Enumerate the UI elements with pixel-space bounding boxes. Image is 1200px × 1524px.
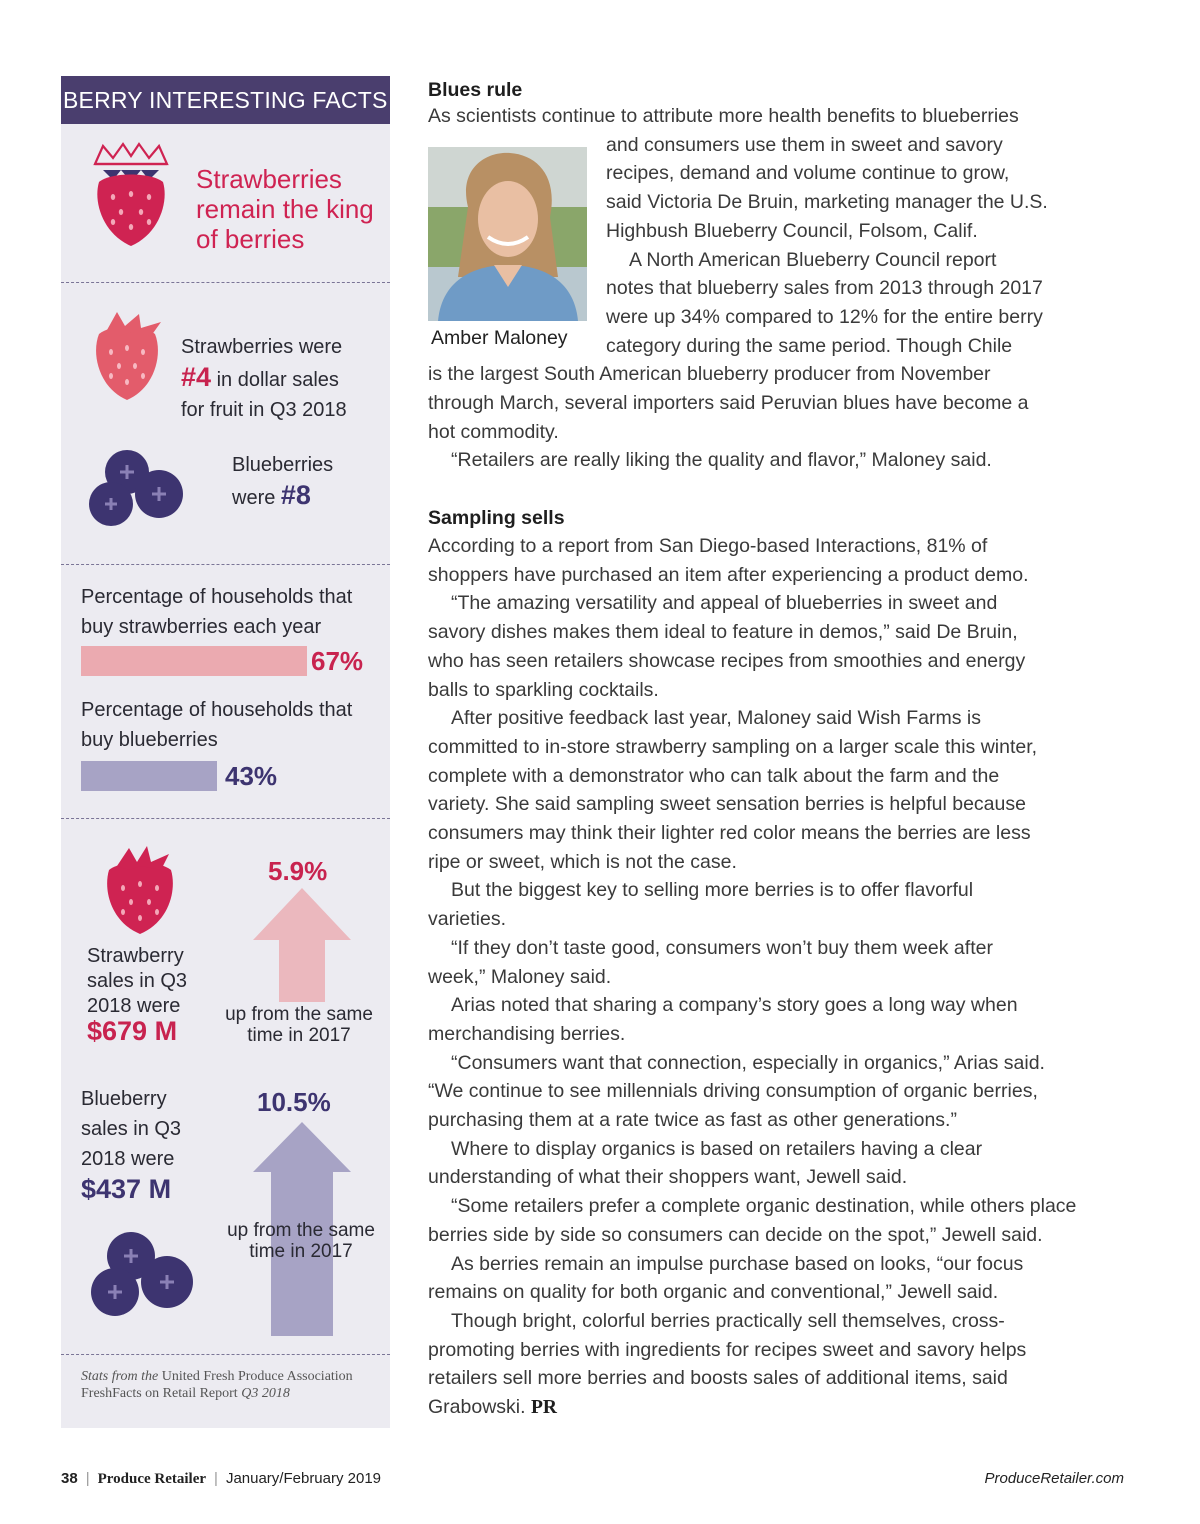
end-mark: PR <box>530 1397 557 1418</box>
paragraph-line: “We continue to see millennials driving consumption of organic berries, <box>428 1080 1038 1103</box>
issue-date: January/February 2019 <box>225 1470 382 1487</box>
blueberry-growth-pct: 10.5% <box>257 1087 331 1117</box>
heading-blues-rule: Blues rule <box>428 79 523 101</box>
paragraph-line: According to a report from San Diego-based Interactions, 81% of <box>428 535 988 557</box>
paragraph-line: who has seen retailers showcase recipes from smoothies and energy <box>428 649 1026 672</box>
strawberry-icon <box>89 310 169 402</box>
paragraph-line: Highbush Blueberry Council, Folsom, Calif. <box>606 219 978 242</box>
strawberry-icon <box>103 844 177 936</box>
source-note <box>81 1368 381 1402</box>
publication-name: Produce Retailer <box>97 1471 207 1487</box>
paragraph-line: savory dishes makes them ideal to feature in demos,” said De Bruin, <box>428 621 1018 644</box>
footer-separator: | <box>85 1470 90 1487</box>
portrait-image <box>428 147 587 321</box>
paragraph-line: “If they don’t taste good, consumers won’t buy them week after <box>451 936 993 959</box>
blueberry-households-label: Percentage of households that buy blueberries <box>81 699 353 751</box>
paragraph-line: shoppers have purchased an item after experiencing a product demo. <box>428 563 1029 586</box>
paragraph-line: merchandising berries. <box>428 1022 626 1045</box>
infographic-sidebar <box>61 76 390 1428</box>
blueberry-rank-text <box>232 450 382 513</box>
paragraph-line: recipes, demand and volume continue to grow, <box>606 162 1010 185</box>
strawberry-growth-caption: up from the same time in 2017 <box>225 1004 373 1046</box>
paragraph-line: and consumers use them in sweet and savory <box>606 133 1003 156</box>
footer-separator: | <box>214 1470 218 1487</box>
paragraph-line: “Some retailers prefer a complete organic destination, while others place <box>451 1195 1077 1218</box>
paragraph-line: As scientists continue to attribute more health benefits to blueberries <box>428 105 1019 127</box>
paragraph-line: Though bright, colorful berries practically sell themselves, cross- <box>451 1309 1005 1332</box>
blueberries-icon <box>89 448 189 530</box>
photo-caption: Amber Maloney <box>431 327 568 349</box>
paragraph-line: through March, several importers said Peruvian blues have become a <box>428 392 1029 414</box>
strawberry-households-bar <box>81 646 307 676</box>
strawberry-sales-amount: $679 M <box>87 1016 178 1046</box>
paragraph-line: As berries remain an impulse purchase based on looks, “our focus <box>451 1252 1024 1275</box>
source-note-italic: Stats from the <box>81 1369 159 1384</box>
page-number: 38 <box>61 1470 78 1487</box>
paragraph-line: ripe or sweet, which is not the case. <box>428 850 737 873</box>
strawberry-rank-text <box>181 332 386 425</box>
paragraph-line: category during the same period. Though Chile <box>606 334 1013 357</box>
strawberry-rank-line1: Strawberries were <box>181 336 343 358</box>
website-link[interactable]: ProduceRetailer.com <box>984 1470 1124 1487</box>
strawberry-rank-line3: for fruit in Q3 2018 <box>181 399 347 421</box>
portrait-photo <box>428 147 587 321</box>
blueberry-sales-label: Blueberry sales in Q3 2018 were <box>81 1088 182 1170</box>
blueberry-rank-number: #8 <box>280 480 311 510</box>
paragraph-line: notes that blueberry sales from 2013 through 2017 <box>606 277 1043 300</box>
paragraph-line: berries side by side so consumers can decide on the spot,” Jewell said. <box>428 1223 1043 1246</box>
paragraph-line: committed to in-store strawberry sampling on a larger scale this winter, <box>428 735 1038 758</box>
paragraph-line: said Victoria De Bruin, marketing manager the U.S. <box>606 191 1048 214</box>
heading-sampling-sells: Sampling sells <box>428 507 565 529</box>
paragraph-line: balls to sparkling cocktails. <box>428 678 659 701</box>
blueberry-sales-amount: $437 M <box>81 1174 172 1204</box>
paragraph-line: Grabowski. <box>428 1396 526 1418</box>
strawberry-rank-line2: in dollar sales <box>211 369 339 391</box>
paragraph-line: were up 34% compared to 12% for the entire berry <box>606 305 1043 328</box>
paragraph-line: remains on quality for both organic and conventional,” Jewell said. <box>428 1281 999 1304</box>
up-arrow-icon <box>253 888 351 1002</box>
paragraph-line: week,” Maloney said. <box>428 965 612 988</box>
blueberry-households-bar <box>81 761 217 791</box>
paragraph-line: variety. She said sampling sweet sensation berries is helpful because <box>428 793 1026 816</box>
paragraph-line: hot commodity. <box>428 420 559 443</box>
strawberry-sales-text <box>87 944 207 1047</box>
king-of-berries-title: Strawberries remain the king of berries <box>196 164 374 254</box>
blueberry-households-pct: 43% <box>225 761 278 791</box>
blueberry-sales-text <box>81 1084 211 1207</box>
section-divider <box>61 282 390 283</box>
paragraph-line: promoting berries with ingredients for recipes sweet and savory helps <box>428 1338 1027 1361</box>
crowned-strawberry-icon <box>91 142 171 248</box>
blueberry-growth-caption: up from the same time in 2017 <box>227 1220 375 1262</box>
paragraph-line: consumers may think their lighter red color means the berries are less <box>428 822 1031 844</box>
paragraph-line: complete with a demonstrator who can talk about the farm and the <box>428 764 1000 787</box>
strawberry-households-pct: 67% <box>311 646 364 676</box>
paragraph-line: But the biggest key to selling more berries is to offer flavorful <box>451 879 974 902</box>
paragraph-line: understanding of what their shoppers want, Jewell said. <box>428 1166 908 1189</box>
paragraph-line: purchasing them at a rate twice as fast as other generations.” <box>428 1109 957 1131</box>
paragraph-line: “The amazing versatility and appeal of blueberries in sweet and <box>451 592 998 615</box>
footer-left <box>61 1470 381 1488</box>
section-divider <box>61 818 390 819</box>
paragraph-last-line <box>428 1393 557 1423</box>
strawberry-rank-number: #4 <box>181 362 212 392</box>
section-divider <box>61 564 390 565</box>
source-note-date: Q3 2018 <box>241 1386 290 1401</box>
paragraph-line: Arias noted that sharing a company’s story goes a long way when <box>451 994 1018 1017</box>
section-divider <box>61 1354 390 1355</box>
paragraph-line: A North American Blueberry Council report <box>629 248 997 271</box>
blueberry-rank-line2: were <box>232 487 281 509</box>
strawberry-sales-label: Strawberry sales in Q3 2018 were <box>87 945 188 1017</box>
paragraph-line: is the largest South American blueberry producer from November <box>428 363 991 386</box>
paragraph-line: Where to display organics is based on retailers having a clear <box>451 1137 983 1160</box>
source-note-text: United Fresh Produce Association FreshFacts on Retail Report <box>81 1369 353 1401</box>
strawberry-growth-pct: 5.9% <box>268 856 328 886</box>
strawberry-households-label: Percentage of households that buy strawberries each year <box>81 586 353 638</box>
sidebar-header: BERRY INTERESTING FACTS <box>61 76 390 124</box>
paragraph-line: After positive feedback last year, Maloney said Wish Farms is <box>451 707 981 730</box>
blueberry-rank-line1: Blueberries <box>232 454 334 476</box>
paragraph-line: varieties. <box>428 908 507 931</box>
blueberries-icon <box>89 1230 199 1322</box>
paragraph-line: retailers sell more berries and boosts sales of additional items, said <box>428 1367 1008 1390</box>
paragraph-line: “Retailers are really liking the quality and flavor,” Maloney said. <box>451 449 992 472</box>
paragraph-line: “Consumers want that connection, especially in organics,” Arias said. <box>451 1051 1045 1074</box>
